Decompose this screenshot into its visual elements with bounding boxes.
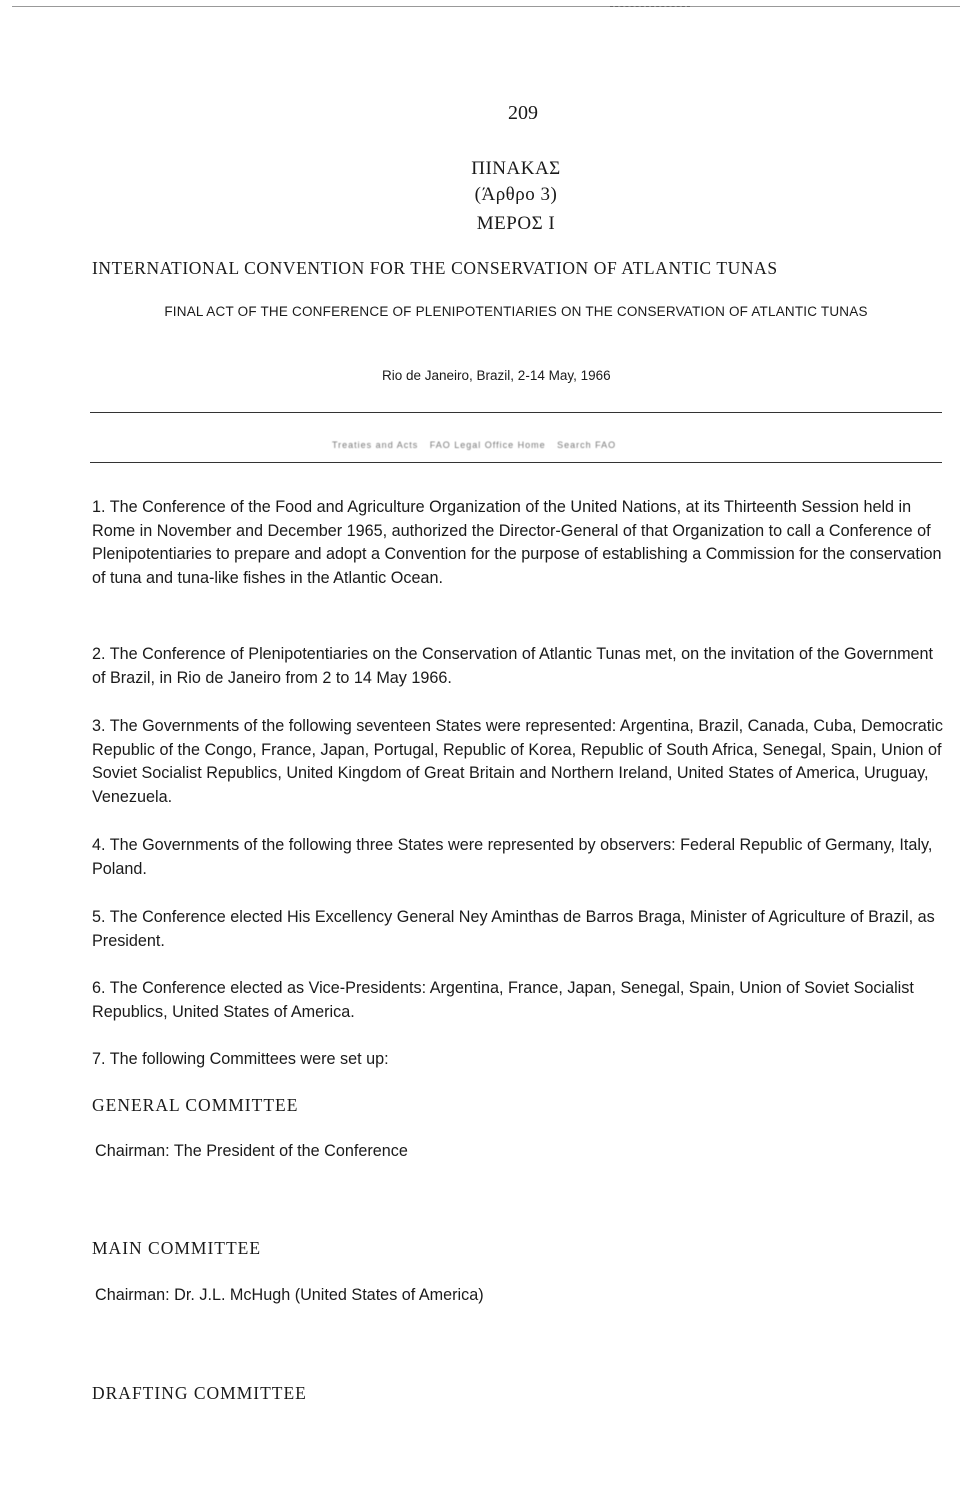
- venue-date: Rio de Janeiro, Brazil, 2-14 May, 1966: [382, 368, 611, 383]
- greek-title: ΠΙΝΑΚΑΣ: [471, 158, 561, 179]
- main-committee-chairman: Chairman: Dr. J.L. McHugh (United States of America): [95, 1286, 484, 1304]
- greek-article-ref: (Άρθρο 3): [474, 184, 558, 205]
- general-committee-chairman: Chairman: The President of the Conference: [95, 1142, 408, 1160]
- paragraph-2: 2. The Conference of Plenipotentiaries on the Conservation of Atlantic Tunas met, on the invitation of the Government of Brazil, in Rio de Janeiro from 2 to 14 May 1966.: [92, 645, 934, 687]
- nav-link-search[interactable]: Search FAO: [557, 440, 617, 450]
- paragraph-6: 6. The Conference elected as Vice-Presidents: Argentina, France, Japan, Senegal, Spain, Union of Soviet Socialist Republics, United States of America.: [92, 979, 914, 1021]
- paragraph-1: 1. The Conference of the Food and Agriculture Organization of the United Nations, at its Thirteenth Session held in Rome in November and December 1965, authorized the Director-General of that Organization to call a Conference of Plenipotentiaries to prepare and adopt a Convention for the purpose of establishing a Commission for the conservation of tuna and tuna-like fishes in the Atlantic Ocean.: [92, 498, 942, 587]
- convention-title: INTERNATIONAL CONVENTION FOR THE CONSERVATION OF ATLANTIC TUNAS: [92, 258, 778, 278]
- nav-link-legal-office[interactable]: FAO Legal Office Home: [429, 440, 546, 450]
- main-committee-heading: MAIN COMMITTEE: [92, 1238, 262, 1258]
- final-act-title: FINAL ACT OF THE CONFERENCE OF PLENIPOTENTIARIES ON THE CONSERVATION OF ATLANTIC TUNAS: [164, 304, 868, 319]
- nav-link-treaties[interactable]: Treaties and Acts: [332, 440, 419, 450]
- general-committee-heading: GENERAL COMMITTEE: [92, 1095, 299, 1115]
- paragraph-4: 4. The Governments of the following three States were represented by observers: Federal Republic of Germany, Italy, Poland.: [92, 836, 933, 878]
- paragraph-7: 7. The following Committees were set up:: [92, 1050, 389, 1068]
- greek-part: ΜΕΡΟΣ Ι: [476, 213, 556, 234]
- top-scan-dash: [610, 6, 690, 7]
- nav-links: [332, 440, 624, 450]
- page-number: 209: [508, 102, 538, 124]
- divider-top: [90, 412, 942, 413]
- paragraph-3: 3. The Governments of the following seventeen States were represented: Argentina, Brazil, Canada, Cuba, Democratic Republic of the Congo, France, Japan, Portugal, Republic of Korea, Republic of South Africa, Senegal, Spain, Union of Soviet Socialist Republics, United Kingdom of Great Britain and Northern Ireland, United States of America, Uruguay, Venezuela.: [92, 717, 943, 806]
- top-scan-line: [12, 6, 960, 7]
- divider-bottom: [90, 462, 942, 463]
- paragraph-5: 5. The Conference elected His Excellency General Ney Aminthas de Barros Braga, Minister of Agriculture of Brazil, as President.: [92, 908, 935, 950]
- drafting-committee-heading: DRAFTING COMMITTEE: [92, 1383, 307, 1403]
